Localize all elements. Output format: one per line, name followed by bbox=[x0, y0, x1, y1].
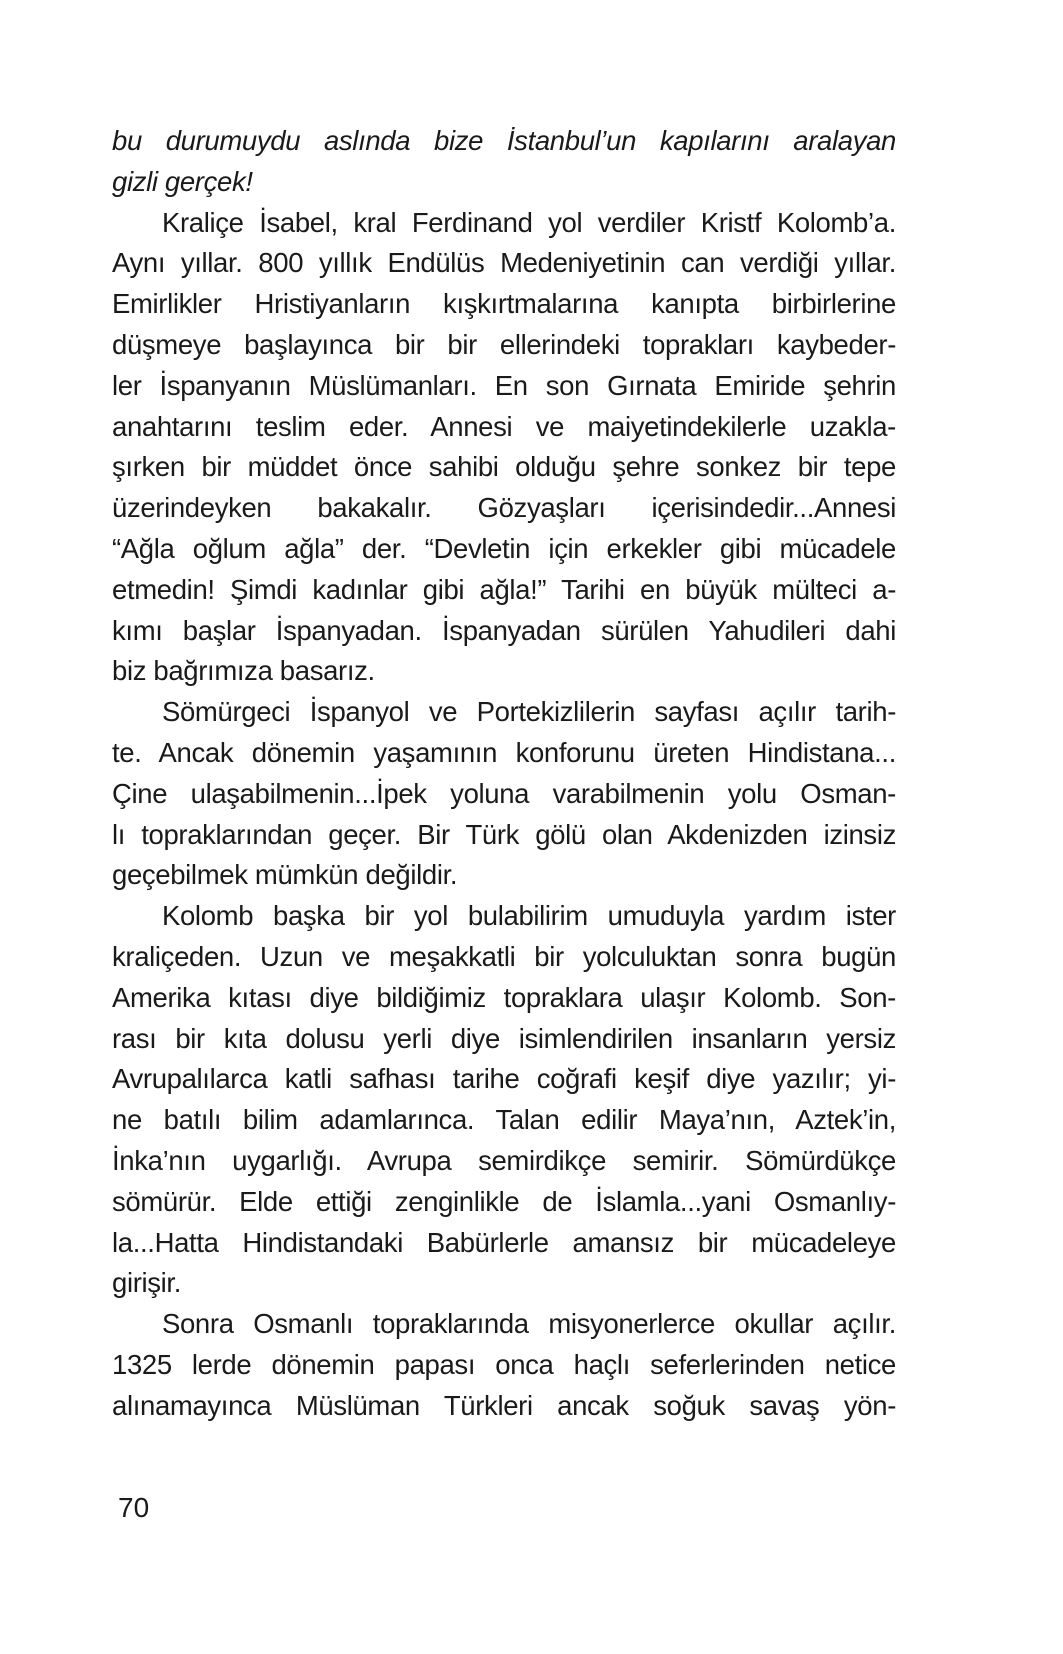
text-line: kımı başlar İspanyadan. İspanyadan sürülen Yahudileri dahi bbox=[112, 614, 896, 646]
text-line: etmedin! Şimdi kadınlar gibi ağla!” Tarihi en büyük mülteci a- bbox=[112, 573, 896, 605]
page-number: 70 bbox=[118, 1492, 150, 1523]
text-line: gizli gerçek! bbox=[112, 165, 253, 197]
text-line: düşmeye başlayınca bir bir ellerindeki toprakları kaybeder- bbox=[112, 328, 896, 360]
text-line: 1325 lerde dönemin papası onca haçlı seferlerinden netice bbox=[112, 1348, 896, 1380]
text-line: Amerika kıtası diye bildiğimiz topraklara ulaşır Kolomb. Son- bbox=[112, 981, 896, 1013]
paragraph bbox=[112, 203, 896, 693]
text-line: sömürür. Elde ettiği zenginlikle de İslamla...yani Osmanlıy- bbox=[112, 1185, 896, 1217]
text-line: Sömürgeci İspanyol ve Portekizlilerin sayfası açılır tarih- bbox=[162, 696, 896, 728]
text-line: girişir. bbox=[112, 1267, 182, 1299]
text-line: la...Hatta Hindistandaki Babürlerle amansız bir mücadeleye bbox=[112, 1226, 896, 1258]
text-line: anahtarını teslim eder. Annesi ve maiyetindekilerle uzakla- bbox=[112, 410, 896, 442]
text-line: Sonra Osmanlı topraklarında misyonerlerce okullar açılır. bbox=[162, 1308, 896, 1340]
text-line: üzerindeyken bakakalır. Gözyaşları içerisindedir...Annesi bbox=[112, 492, 896, 524]
text-line: kraliçeden. Uzun ve meşakkatli bir yolculuktan sonra bugün bbox=[112, 940, 896, 972]
text-line: biz bağrımıza basarız. bbox=[112, 655, 375, 687]
text-line: Kolomb başka bir yol bulabilirim umuduyla yardım ister bbox=[162, 900, 896, 932]
text-line: Çine ulaşabilmenin...İpek yoluna varabilmenin yolu Osman- bbox=[112, 777, 896, 809]
text-line: geçebilmek mümkün değildir. bbox=[112, 859, 458, 891]
paragraph bbox=[112, 896, 896, 1304]
text-line: ler İspanyanın Müslümanları. En son Gırnata Emiride şehrin bbox=[112, 369, 896, 401]
text-line: “Ağla oğlum ağla” der. “Devletin için erkekler gibi mücadele bbox=[112, 532, 896, 564]
text-line: alınamayınca Müslüman Türkleri ancak soğuk savaş yön- bbox=[112, 1389, 896, 1421]
text-line: şırken bir müddet önce sahibi olduğu şehre sonkez bir tepe bbox=[112, 451, 896, 483]
text-line: lı topraklarından geçer. Bir Türk gölü olan Akdenizden izinsiz bbox=[112, 818, 896, 850]
text-line: Emirlikler Hristiyanların kışkırtmalarına kanıpta birbirlerine bbox=[112, 288, 896, 320]
text-line: Avrupalılarca katli safhası tarihe coğrafi keşif diye yazılır; yi- bbox=[112, 1063, 896, 1095]
paragraph bbox=[112, 692, 896, 896]
paragraph bbox=[112, 1304, 896, 1426]
text-line: ne batılı bilim adamlarınca. Talan edilir Maya’nın, Aztek’in, bbox=[112, 1104, 896, 1136]
text-line: İnka’nın uygarlığı. Avrupa semirdikçe semirir. Sömürdükçe bbox=[112, 1144, 896, 1176]
text-line: Aynı yıllar. 800 yıllık Endülüs Medeniyetinin can verdiği yıllar. bbox=[112, 247, 896, 279]
text-line: rası bir kıta dolusu yerli diye isimlendirilen insanların yersiz bbox=[112, 1022, 896, 1054]
page-body-text bbox=[112, 121, 896, 1427]
text-line: bu durumuydu aslında bize İstanbul’un kapılarını aralayan bbox=[112, 125, 896, 156]
text-line: te. Ancak dönemin yaşamının konforunu üreten Hindistana... bbox=[112, 736, 896, 768]
paragraph bbox=[112, 121, 896, 203]
text-line: Kraliçe İsabel, kral Ferdinand yol verdiler Kristf Kolomb’a. bbox=[162, 206, 896, 238]
